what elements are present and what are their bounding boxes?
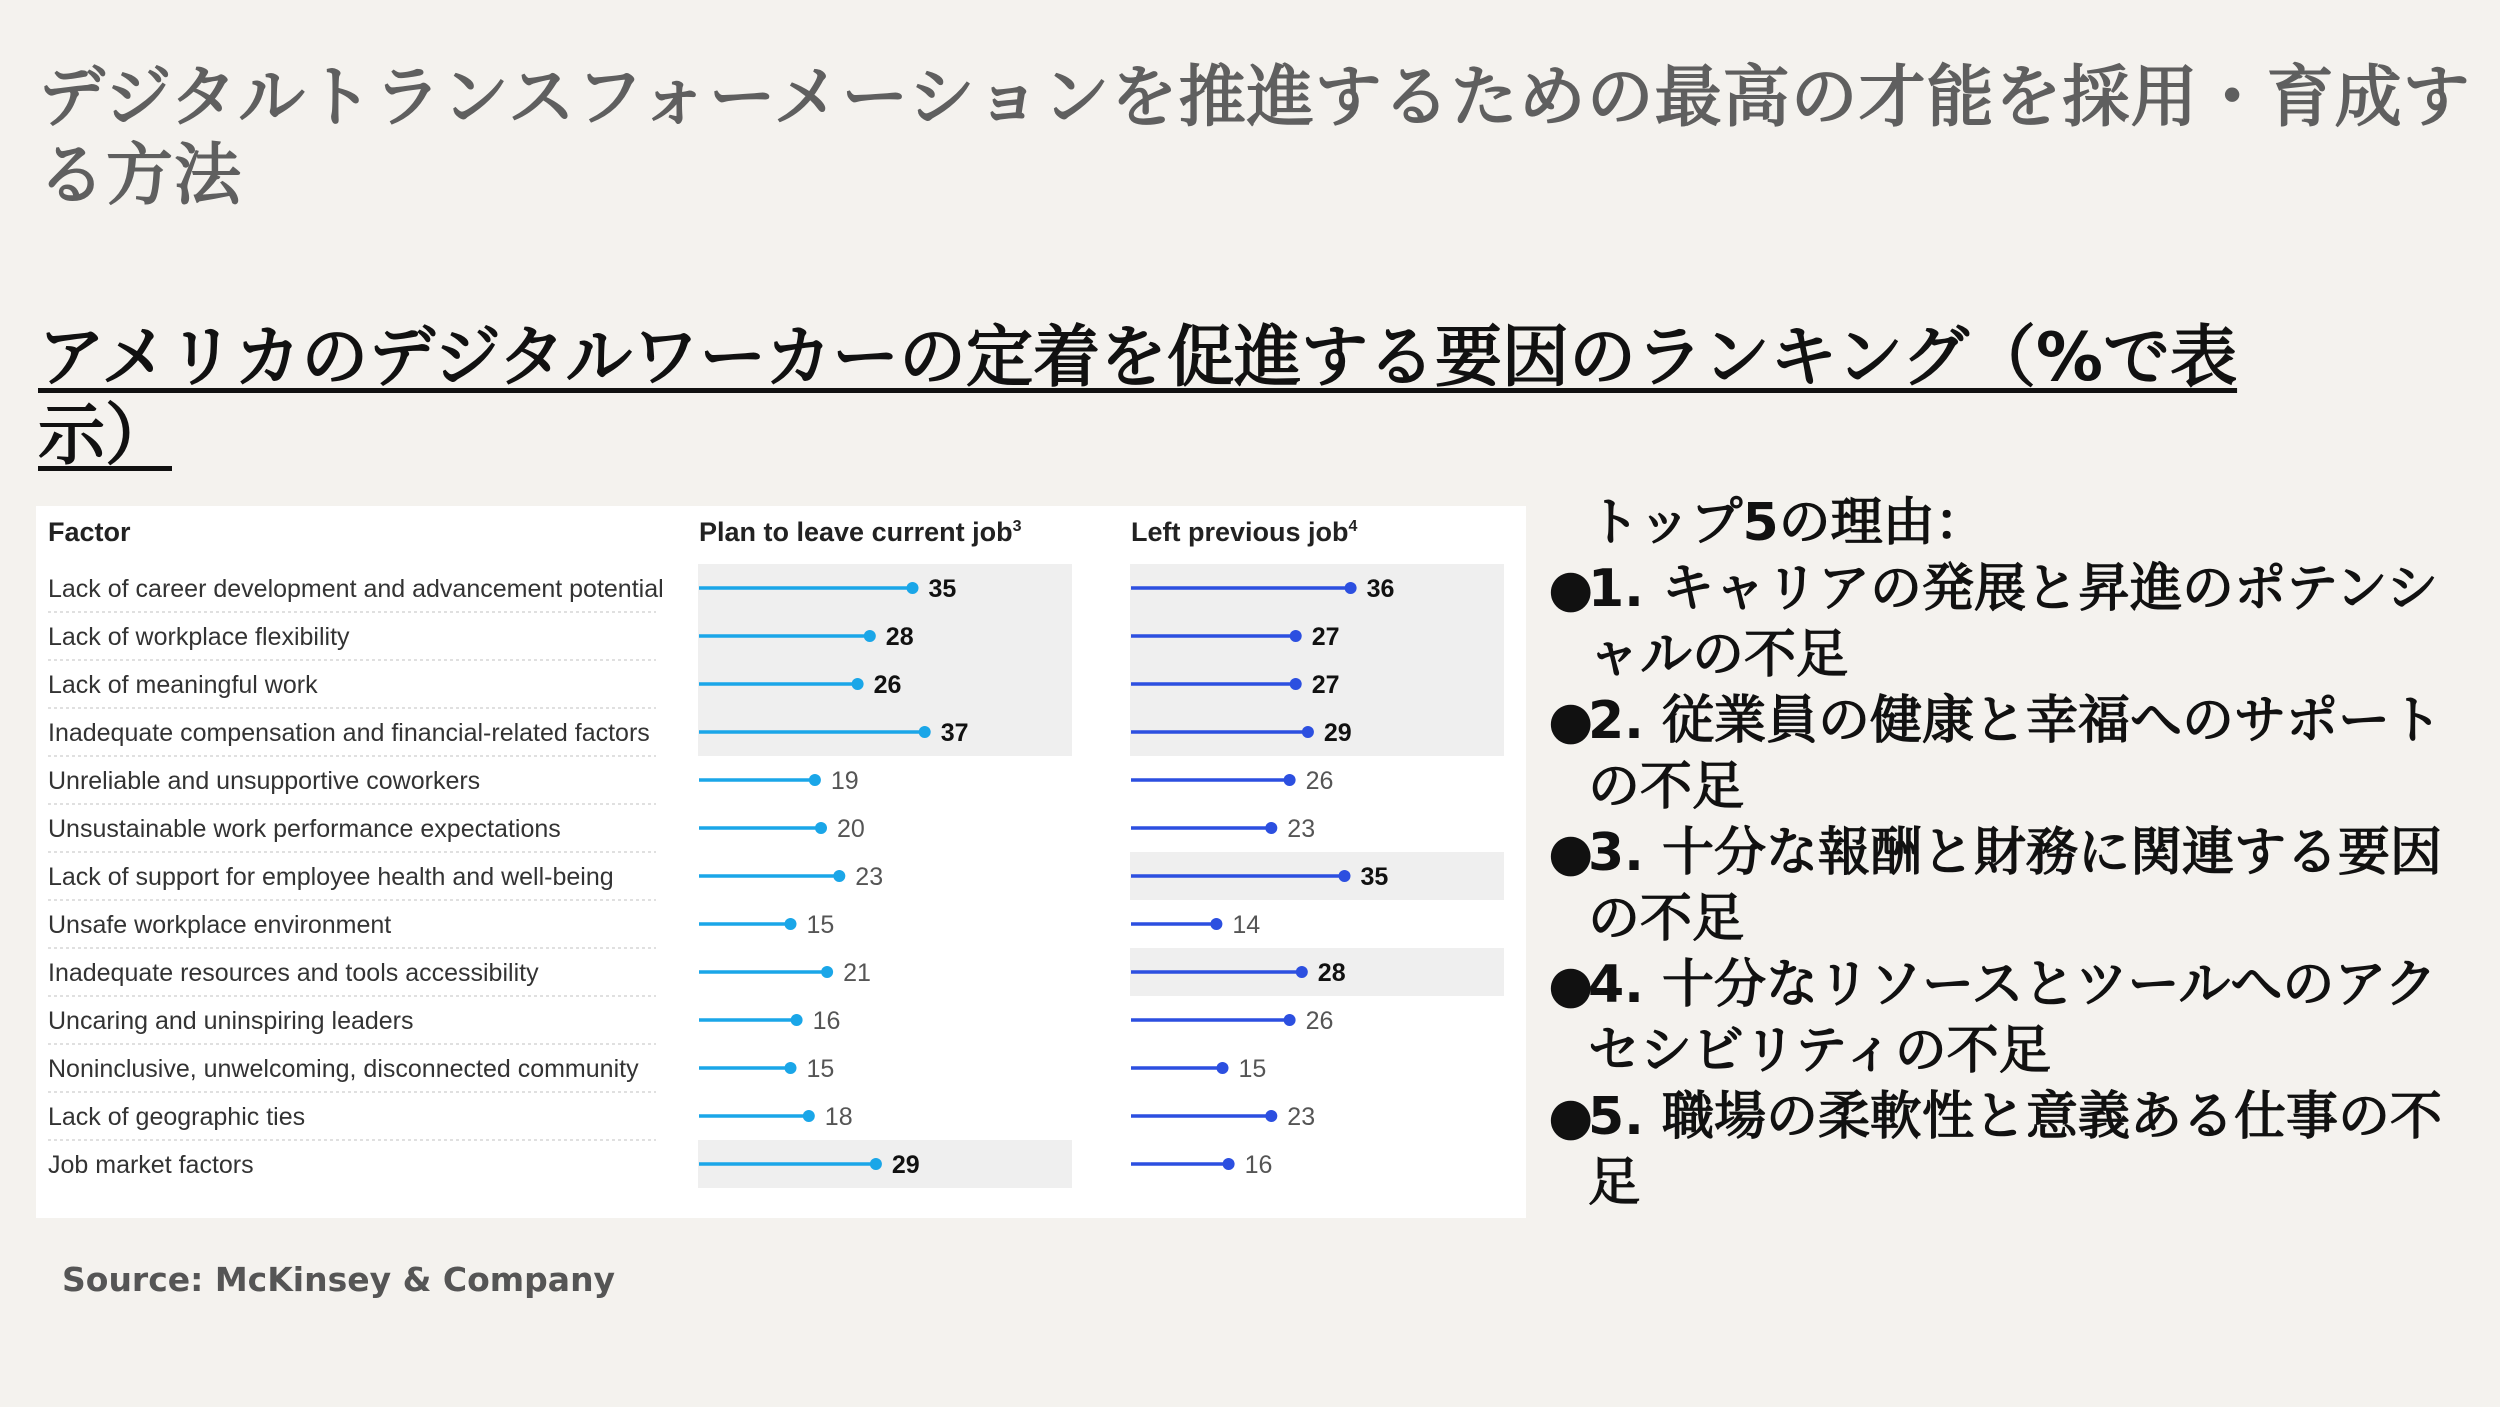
lollipop-dot — [870, 1158, 882, 1170]
value-label: 29 — [891, 1151, 920, 1179]
reason-text: 1. キャリアの発展と昇進のポテンシャルの不足 — [1588, 559, 2439, 685]
factor-label: Uncaring and uninspiring leaders — [48, 1007, 414, 1035]
lollipop-dot — [1223, 1158, 1235, 1170]
value-label: 15 — [806, 911, 835, 939]
factor-label: Inadequate resources and tools accessibility — [48, 959, 539, 987]
reason-item — [1548, 688, 2468, 820]
slide-title: デジタルトランスフォーメーションを推進するための最高の才能を採用・育成する方法 — [38, 58, 2471, 214]
lollipop-dot — [815, 822, 827, 834]
lollipop-dot — [1302, 726, 1314, 738]
value-label: 14 — [1232, 911, 1261, 939]
lollipop-dot — [1290, 630, 1302, 642]
factor-label: Lack of workplace flexibility — [48, 623, 350, 651]
value-label: 15 — [1238, 1055, 1267, 1083]
lollipop-dot — [1296, 966, 1308, 978]
reason-item — [1548, 556, 2468, 688]
lollipop-dot — [1265, 1110, 1277, 1122]
factor-label: Noninclusive, unwelcoming, disconnected community — [48, 1055, 639, 1083]
bullet-icon: ● — [1548, 823, 1594, 883]
value-label: 16 — [1244, 1151, 1273, 1179]
lollipop-dot — [1339, 870, 1351, 882]
bullet-icon: ● — [1548, 955, 1594, 1015]
lollipop-dot — [919, 726, 931, 738]
value-label: 27 — [1311, 623, 1340, 651]
lollipop-dot — [1210, 918, 1222, 930]
value-label: 36 — [1366, 575, 1395, 603]
column-header-left: Left previous job$^4$ — [1131, 517, 1358, 547]
source-note: Source: McKinsey & Company — [62, 1260, 616, 1299]
lollipop-dot — [821, 966, 833, 978]
bullet-icon: ● — [1548, 691, 1594, 751]
factor-label: Unreliable and unsupportive coworkers — [48, 767, 481, 795]
value-label: 37 — [940, 719, 969, 747]
lollipop-dot — [809, 774, 821, 786]
reason-item — [1548, 1084, 2468, 1216]
top-reasons-list — [1548, 556, 2468, 1216]
value-label: 20 — [837, 815, 865, 843]
value-label: 35 — [928, 575, 957, 603]
value-label: 16 — [812, 1007, 841, 1035]
value-label: 23 — [855, 863, 884, 891]
value-label: 29 — [1323, 719, 1352, 747]
top-reasons-panel — [1548, 490, 2468, 1216]
lollipop-dot — [785, 1062, 797, 1074]
reason-text: 5. 職場の柔軟性と意義ある仕事の不足 — [1588, 1087, 2443, 1213]
lollipop-dot — [1217, 1062, 1229, 1074]
lollipop-dot — [791, 1014, 803, 1026]
lollipop-dot — [1284, 1014, 1296, 1026]
value-label: 19 — [830, 767, 859, 795]
column-header-plan: Plan to leave current job$^3$ — [699, 517, 1022, 547]
lollipop-dot — [1265, 822, 1277, 834]
lollipop-dot — [833, 870, 845, 882]
reason-item — [1548, 952, 2468, 1084]
value-label: 28 — [885, 623, 914, 651]
factor-label: Unsafe workplace environment — [48, 911, 392, 939]
factor-label: Lack of career development and advancement potential — [48, 575, 664, 603]
bullet-icon: ● — [1548, 1087, 1594, 1147]
value-label: 26 — [873, 671, 902, 699]
value-label: 26 — [1305, 767, 1334, 795]
factor-label: Job market factors — [48, 1151, 254, 1179]
factor-label: Inadequate compensation and financial-related factors — [48, 719, 650, 747]
value-label: 35 — [1360, 863, 1389, 891]
chart-panel — [36, 506, 1526, 1218]
value-label: 28 — [1317, 959, 1346, 987]
lollipop-dot — [864, 630, 876, 642]
column-header-factor: Factor — [48, 517, 131, 547]
reason-text: 3. 十分な報酬と財務に関連する要因の不足 — [1588, 823, 2443, 949]
top-reasons-heading: トップ5の理由： — [1588, 493, 1987, 553]
factor-label: Unsustainable work performance expectations — [48, 815, 561, 843]
lollipop-dot — [907, 582, 919, 594]
value-label: 23 — [1287, 815, 1316, 843]
factor-label: Lack of meaningful work — [48, 671, 318, 699]
value-label: 18 — [824, 1103, 853, 1131]
value-label: 21 — [843, 959, 871, 987]
reason-text: 2. 従業員の健康と幸福へのサポートの不足 — [1588, 691, 2443, 817]
lollipop-dot — [852, 678, 864, 690]
value-label: 27 — [1311, 671, 1340, 699]
lollipop-chart — [36, 506, 1526, 1218]
bullet-icon: ● — [1548, 559, 1594, 619]
lollipop-dot — [803, 1110, 815, 1122]
factor-label: Lack of geographic ties — [48, 1103, 306, 1131]
lollipop-dot — [1290, 678, 1302, 690]
reason-text: 4. 十分なリソースとツールへのアクセシビリティの不足 — [1588, 955, 2437, 1081]
lollipop-dot — [785, 918, 797, 930]
reason-item — [1548, 820, 2468, 952]
lollipop-dot — [1284, 774, 1296, 786]
value-label: 15 — [806, 1055, 835, 1083]
value-label: 26 — [1305, 1007, 1334, 1035]
chart-heading: アメリカのデジタルワーカーの定着を促進する要因のランキング（%で表示） — [38, 318, 2238, 474]
value-label: 23 — [1287, 1103, 1316, 1131]
factor-label: Lack of support for employee health and well-being — [48, 863, 614, 891]
lollipop-dot — [1345, 582, 1357, 594]
